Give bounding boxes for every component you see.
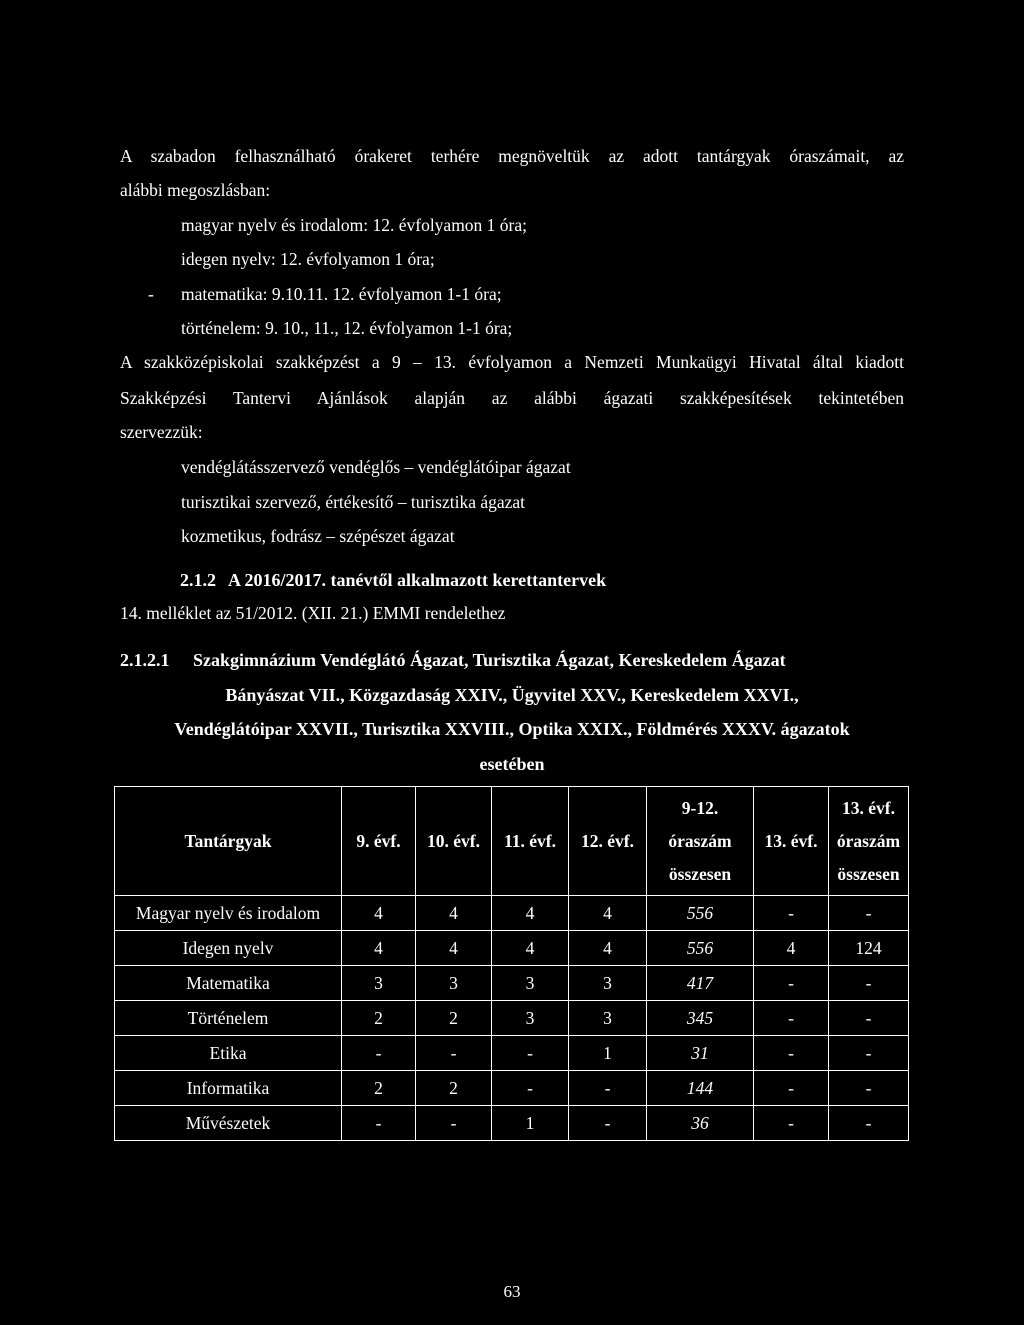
hours-cell: - [416,1036,492,1071]
section-title: A 2016/2017. tanévtől alkalmazott kerettantervek [228,570,607,590]
hours-cell: 4 [569,931,647,966]
hours-cell: - [754,966,829,1001]
hours-cell: - [569,1106,647,1141]
section-annex: 14. melléklet az 51/2012. (XII. 21.) EMMI rendelethez [120,603,506,623]
subject-name-cell: Idegen nyelv [115,931,342,966]
page-number: 63 [503,1282,521,1301]
hours-cell: 1 [569,1036,647,1071]
hours-cell: - [754,1036,829,1071]
subsection-line-4: esetében [479,754,545,774]
hours-cell: - [754,1106,829,1141]
table-row [115,1071,909,1106]
hours-cell: 31 [647,1036,754,1071]
intro-item-2: idegen nyelv: 12. évfolyamon 1 óra; [181,249,435,269]
hours-cell: 4 [416,931,492,966]
table-row [115,1106,909,1141]
hours-cell: 4 [416,896,492,931]
hours-cell: - [754,1071,829,1106]
table-row [115,931,909,966]
intro-item-1: magyar nyelv és irodalom: 12. évfolyamon 1 óra; [181,215,528,235]
vocational-item-1: vendéglátásszervező vendéglős – vendéglátóipar ágazat [181,457,571,477]
intro-item-3: matematika: 9.10.11. 12. évfolyamon 1-1 óra; [181,284,502,304]
vocational-item-2: turisztikai szervező, értékesítő – turisztika ágazat [181,492,526,512]
hours-cell: 144 [647,1071,754,1106]
intro-line-1: A szabadon felhasználható órakeret terhére megnöveltük az adott tantárgyak óraszámait, az [120,146,904,166]
hours-cell: - [754,1001,829,1036]
header-total-9-12: 9-12. óraszám összesen [647,787,754,896]
hours-cell: 1 [492,1106,569,1141]
hours-cell: - [829,896,909,931]
hours-cell: 417 [647,966,754,1001]
hours-cell: - [342,1106,416,1141]
header-subjects: Tantárgyak [115,787,342,896]
hours-cell: 4 [754,931,829,966]
header-grade-9: 9. évf. [342,787,416,896]
subjects-hours-table [114,786,909,1141]
header-grade-11: 11. évf. [492,787,569,896]
hours-cell: 3 [492,1001,569,1036]
hours-cell: 4 [342,931,416,966]
intro-item-3-dash: - [148,284,154,304]
hours-cell: - [829,1106,909,1141]
hours-cell: 3 [416,966,492,1001]
table-row [115,966,909,1001]
hours-cell: - [829,1071,909,1106]
table-header-row [115,787,909,896]
subject-name-cell: Matematika [115,966,342,1001]
hours-cell: 4 [569,896,647,931]
hours-cell: - [492,1036,569,1071]
intro-line-2: alábbi megoszlásban: [120,180,271,200]
hours-cell: 4 [342,896,416,931]
hours-cell: 4 [492,896,569,931]
hours-cell: 2 [342,1001,416,1036]
subsection-number: 2.1.2.1 [120,650,170,670]
header-grade-12: 12. évf. [569,787,647,896]
hours-cell: 2 [416,1001,492,1036]
hours-cell: - [829,966,909,1001]
hours-cell: - [569,1071,647,1106]
intro-item-4: történelem: 9. 10., 11., 12. évfolyamon 1-1 óra; [181,318,513,338]
vocational-line-1: A szakközépiskolai szakképzést a 9 – 13. évfolyamon a Nemzeti Munkaügyi Hivatal által kiadott [120,352,904,372]
hours-cell: - [492,1071,569,1106]
hours-cell: 2 [342,1071,416,1106]
section-number: 2.1.2 [180,570,216,590]
hours-cell: - [829,1036,909,1071]
subject-name-cell: Magyar nyelv és irodalom [115,896,342,931]
hours-cell: 36 [647,1106,754,1141]
hours-cell: 3 [342,966,416,1001]
hours-cell: - [829,1001,909,1036]
subsection-line-2: Bányászat VII., Közgazdaság XXIV., Ügyvitel XXV., Kereskedelem XXVI., [225,685,799,705]
subject-name-cell: Művészetek [115,1106,342,1141]
subject-name-cell: Informatika [115,1071,342,1106]
hours-cell: 124 [829,931,909,966]
hours-cell: 345 [647,1001,754,1036]
hours-cell: 556 [647,896,754,931]
hours-cell: 3 [569,1001,647,1036]
hours-cell: - [754,896,829,931]
hours-cell: - [342,1036,416,1071]
subject-name-cell: Etika [115,1036,342,1071]
vocational-line-3: szervezzük: [120,422,203,442]
hours-cell: 2 [416,1071,492,1106]
subsection-line-1: Szakgimnázium Vendéglátó Ágazat, Turisztika Ágazat, Kereskedelem Ágazat [193,650,786,670]
hours-cell: 3 [569,966,647,1001]
hours-cell: - [416,1106,492,1141]
table-row [115,1001,909,1036]
subsection-line-3: Vendéglátóipar XXVII., Turisztika XXVIII., Optika XXIX., Földmérés XXXV. ágazatok [174,719,850,739]
vocational-line-2: Szakképzési Tantervi Ajánlások alapján az alábbi ágazati szakképesítések tekintetében [120,388,904,408]
hours-cell: 3 [492,966,569,1001]
hours-cell: 4 [492,931,569,966]
header-grade-10: 10. évf. [416,787,492,896]
subject-name-cell: Történelem [115,1001,342,1036]
header-grade-13: 13. évf. [754,787,829,896]
table-row [115,896,909,931]
header-total-13: 13. évf. óraszám összesen [829,787,909,896]
vocational-item-3: kozmetikus, fodrász – szépészet ágazat [181,526,455,546]
table-row [115,1036,909,1071]
hours-cell: 556 [647,931,754,966]
